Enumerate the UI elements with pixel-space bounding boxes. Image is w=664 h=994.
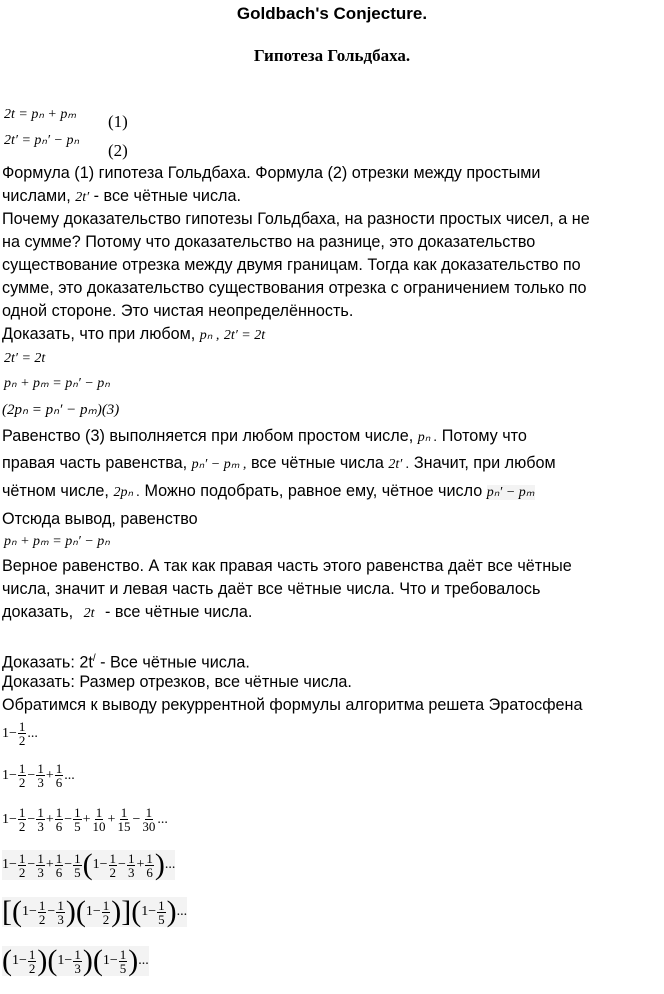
paragraph-1-line-1: Формула (1) гипотеза Гольдбаха. Формула (2) отрезки между простыми [2,164,541,182]
paragraph-9: Доказать: 2t/ - Все чётные числа. [2,653,250,672]
sieve-series-2: 1 − $\frac{1}{2}$ − $\frac{1}{3}$ + $\frac{1}{6}$ ... [2,761,75,790]
formula-3: 2t′ = 2t [4,351,46,366]
paragraph-5: правая часть равенства, pₙ′ − pₘ , все чётные числа 2t′ . Значит, при любом [2,454,556,472]
paragraph-3: Доказать, что при любом, pₙ , 2t′ = 2t [2,325,266,343]
formula-2: 2t′ = pₙ′ − pₙ [4,133,80,148]
sieve-series-4: 1 − $\frac{1}{2}$ − $\frac{1}{3}$ + $\frac{1}{6}$ − $\frac{1}{5}$ ( 1 − $\frac{1}{2}$ − $\frac{1}{3}$ + $\frac{1}{6}$ ) ... [2,848,176,881]
paragraph-2-line-3: существование отрезка между двумя границам. Тогда как доказательство по [2,256,581,274]
document-subtitle: Гипотеза Гольдбаха. [253,46,411,65]
paragraph-4: Равенство (3) выполняется при любом простом числе, pₙ . Потому что [2,427,527,445]
paragraph-10: Доказать: Размер отрезков, все чётные числа. [2,673,352,691]
formula-4: pₙ + pₘ = pₙ′ − pₙ [4,376,110,391]
formula-1-number: (1) [108,112,128,131]
sieve-series-5: [ ( 1 − $\frac{1}{2}$ − $\frac{1}{3}$ ) ( 1 − $\frac{1}{2}$ ) ] ( 1 − $\frac{1}{5}$ ) ... [2,895,188,928]
paragraph-7: Отсюда вывод, равенство [2,510,198,528]
paragraph-6: чётном числе, 2pₙ . Можно подобрать, равное ему, чётное число pₙ′ − pₘ [2,482,535,500]
paragraph-2-line-5: одной стороне. Это чистая неопределённость. [2,302,354,320]
paragraph-8-line-3: доказать, 2t - все чётные числа. [2,603,253,621]
paragraph-11: Обратимся к выводу рекуррентной формулы алгоритма решета Эратосфена [2,696,583,714]
sieve-series-3: 1 − $\frac{1}{2}$ − $\frac{1}{3}$ + $\frac{1}{6}$ − $\frac{1}{5}$ + $\frac{1}{10}$ + $\frac{1}{15}$ − $\frac{1}{30}$ ... [2,805,168,834]
paragraph-2-line-1: Почему доказательство гипотезы Гольдбаха, на разности простых чисел, а не [2,210,590,228]
paragraph-1-line-2: числами, 2t′ - все чётные числа. [2,187,241,205]
sieve-series-6: ( 1 − $\frac{1}{2}$ ) ( 1 − $\frac{1}{3}$ ) ( 1 − $\frac{1}{5}$ ) ... [2,944,149,977]
paragraph-8-line-1: Верное равенство. А так как правая часть этого равенства даёт все чётные [2,557,572,575]
document-title: Goldbach's Conjecture. [236,4,428,23]
formula-2-number: (2) [108,141,128,160]
fraction: $\frac{1}{2}$ [18,719,26,748]
paragraph-8-line-2: числа, значит и левая часть даёт все чётные числа. Что и требовалось [2,580,541,598]
formula-1: 2t = pₙ + pₘ [4,107,77,122]
formula-6: pₙ + pₘ = pₙ′ − pₙ [4,534,110,549]
formula-5: (2pₙ = pₙ′ − pₘ)(3) [2,402,120,418]
paragraph-2-line-2: на сумме? Потому что доказательство на разнице, это доказательство [2,233,536,251]
paragraph-2-line-4: сумме, это доказательство существования отрезка с ограничением только по [2,279,587,297]
sieve-series-1: 1 − $\frac{1}{2}$ ... [2,719,38,748]
